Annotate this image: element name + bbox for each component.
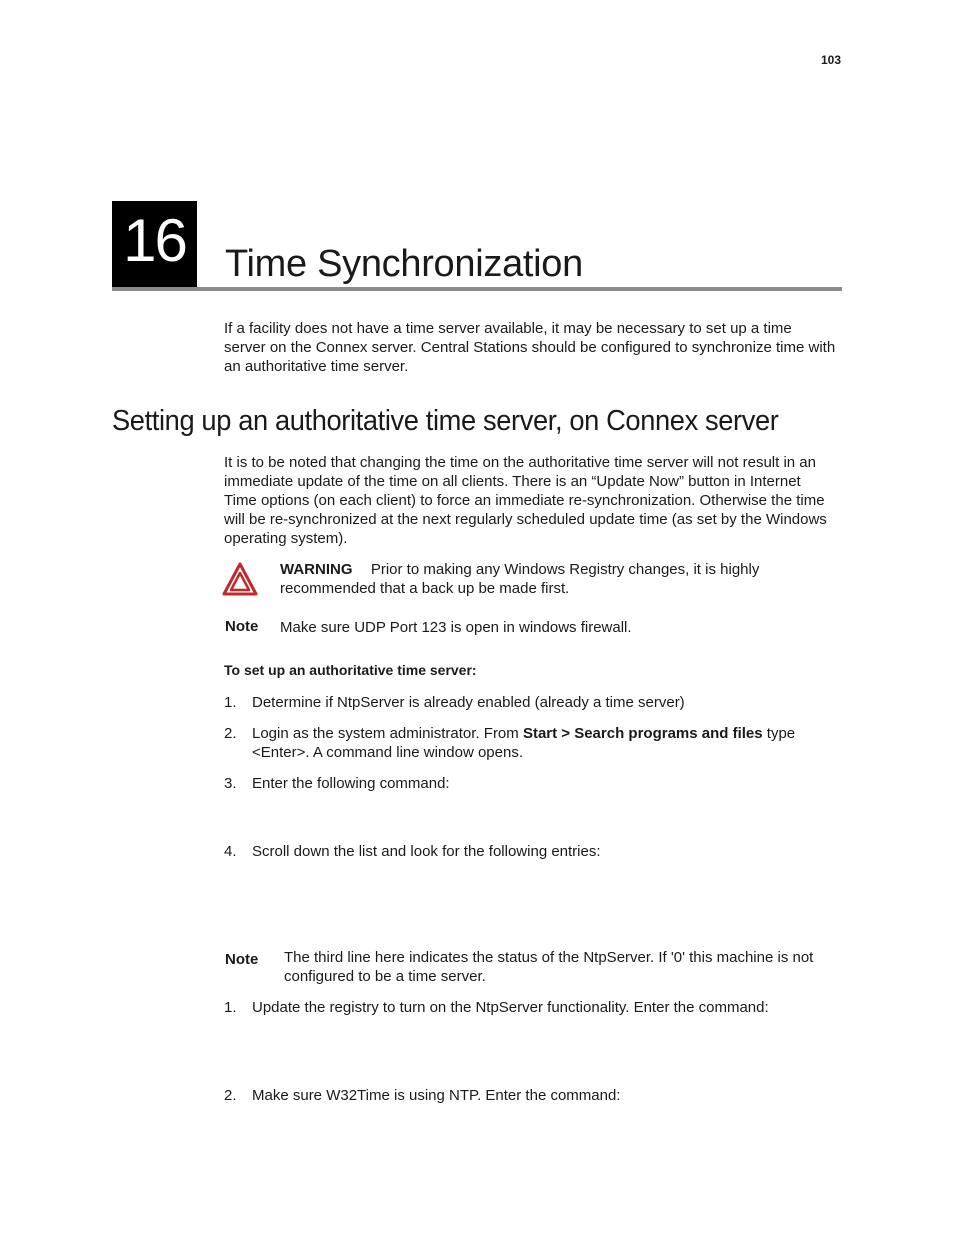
title-rule [112,287,842,291]
chapter-title: Time Synchronization [225,243,583,285]
step-text: Determine if NtpServer is already enabled (already a time server) [252,694,685,711]
step-number: 4. [224,843,237,860]
procedure-heading: To set up an authoritative time server: [224,662,477,678]
intro-paragraph: If a facility does not have a time server available, it may be necessary to set up a time server on the Connex server. Central Stations should be configured to synchronize time with an authoritative time server. [224,320,836,375]
note-label: Note [225,618,259,635]
step-text [252,724,832,762]
step-number: 1. [224,694,237,711]
note-label: Note [225,951,259,968]
chapter-number-box [112,201,197,287]
step-text-part: type <Enter>. A command line window opens. [252,725,796,761]
step-number: 1. [224,999,237,1016]
step-text: Scroll down the list and look for the following entries: [252,843,601,860]
step-text: Enter the following command: [252,775,450,792]
step-number: 3. [224,775,237,792]
step-text: Update the registry to turn on the NtpServer functionality. Enter the command: [252,999,769,1016]
page-number: 103 [821,53,842,67]
warning-block [280,560,820,598]
menu-path: Start > Search programs and files [522,725,763,742]
step-number: 2. [224,1087,237,1104]
step-number: 2. [224,725,237,742]
note-text: The third line here indicates the status of the NtpServer. If '0' this machine is not configured to be a time server. [284,949,814,985]
note-text: Make sure UDP Port 123 is open in windows firewall. [280,619,632,636]
step-text-part: Login as the system administrator. From [252,725,523,742]
warning-text: Prior to making any Windows Registry changes, it is highly recommended that a back up be made first. [280,561,760,597]
warning-triangle-icon [222,562,258,596]
section-heading: Setting up an authoritative time server, on Connex server [112,405,779,437]
chapter-number: 16 [123,207,186,274]
section-paragraph: It is to be noted that changing the time on the authoritative time server will not result in an immediate update of the time on all clients. There is an “Update Now” button in Internet Time options (on each client) to force an immediate re-synchronization. Otherwise the time will be re-synchronized at the next regularly scheduled update time (as set by the Windows operating system). [224,454,827,547]
step-text: Make sure W32Time is using NTP. Enter the command: [252,1087,621,1104]
warning-label: WARNING [280,561,353,578]
